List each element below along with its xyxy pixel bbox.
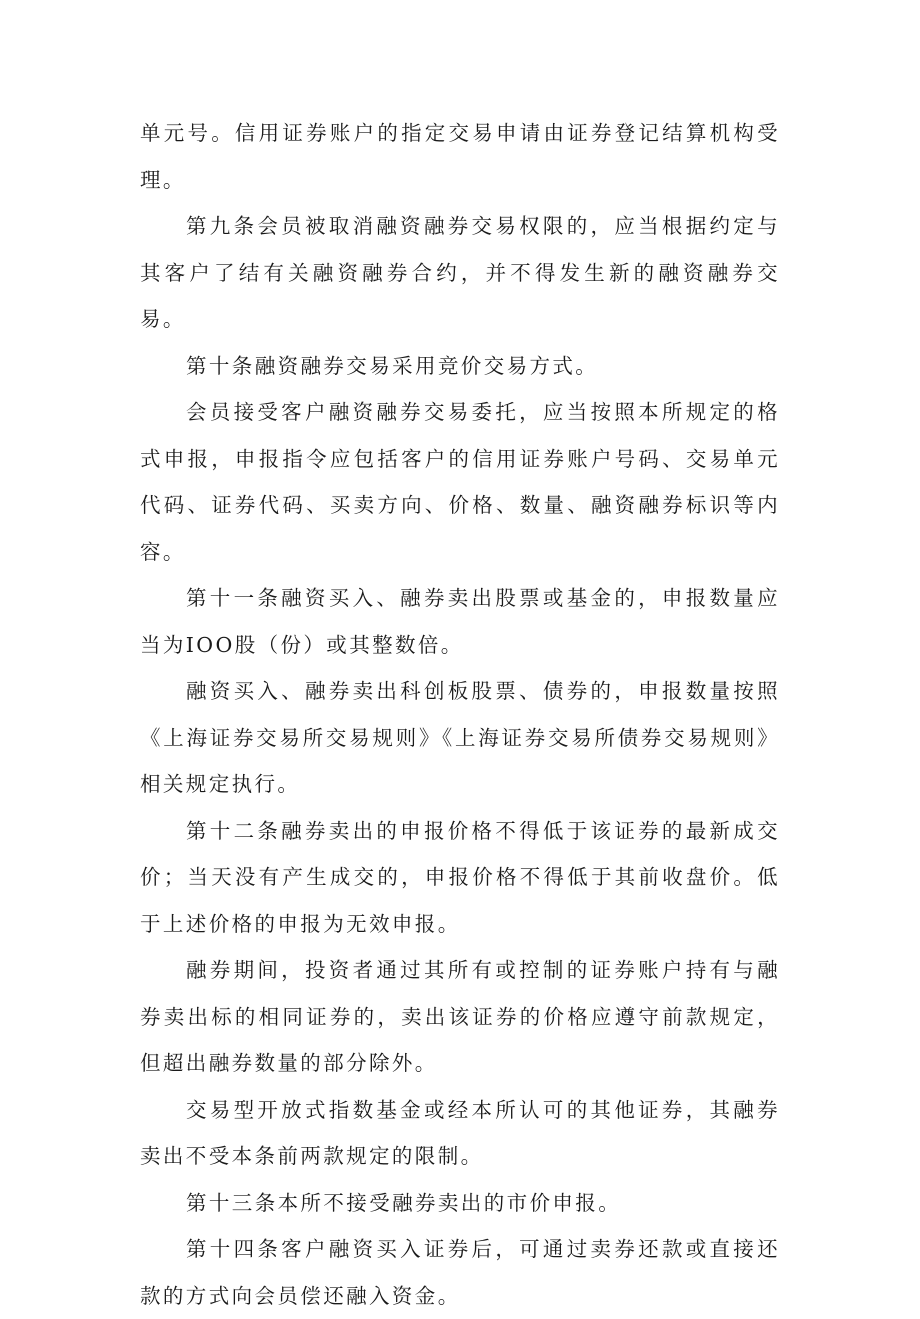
paragraph-article-13: 第十三条本所不接受融券卖出的市价申报。 [186,1190,622,1215]
document-body [140,110,780,1319]
paragraph-article-12-clause-2: 融券期间，投资者通过其所有或控制的证券账户持有与融券卖出标的相同证券的，卖出该证券的价格应遵守前款规定，但超出融券数量的部分除外。 [140,958,780,1075]
paragraph-article-12: 第十二条融券卖出的申报价格不得低于该证券的最新成交价；当天没有产生成交的，申报价格不得低于其前收盘价。低于上述价格的申报为无效申报。 [140,818,780,936]
paragraph-article-12-clause-3: 交易型开放式指数基金或经本所认可的其他证券，其融券卖出不受本条前两款规定的限制。 [140,1097,780,1168]
paragraph-article-9: 第九条会员被取消融资融券交易权限的，应当根据约定与其客户了结有关融资融券合约，并不得发生新的融资融券交易。 [140,214,780,331]
paragraph-article-10: 第十条融资融券交易采用竞价交易方式。 [186,353,599,378]
paragraph-continuation: 单元号。信用证券账户的指定交易申请由证券登记结算机构受理。 [140,121,780,192]
paragraph-article-11: 第十一条融资买入、融券卖出股票或基金的，申报数量应当为IOO股（份）或其整数倍。 [140,586,780,657]
paragraph-article-11-clause-2: 融资买入、融券卖出科创板股票、债券的，申报数量按照《上海证券交易所交易规则》《上海证券交易所债券交易规则》相关规定执行。 [140,679,780,796]
paragraph-article-10-clause-2: 会员接受客户融资融券交易委托，应当按照本所规定的格式申报，申报指令应包括客户的信用证券账户号码、交易单元代码、证券代码、买卖方向、价格、数量、融资融券标识等内容。 [140,400,780,564]
paragraph-article-14: 第十四条客户融资买入证券后，可通过卖券还款或直接还款的方式向会员偿还融入资金。 [140,1237,780,1308]
